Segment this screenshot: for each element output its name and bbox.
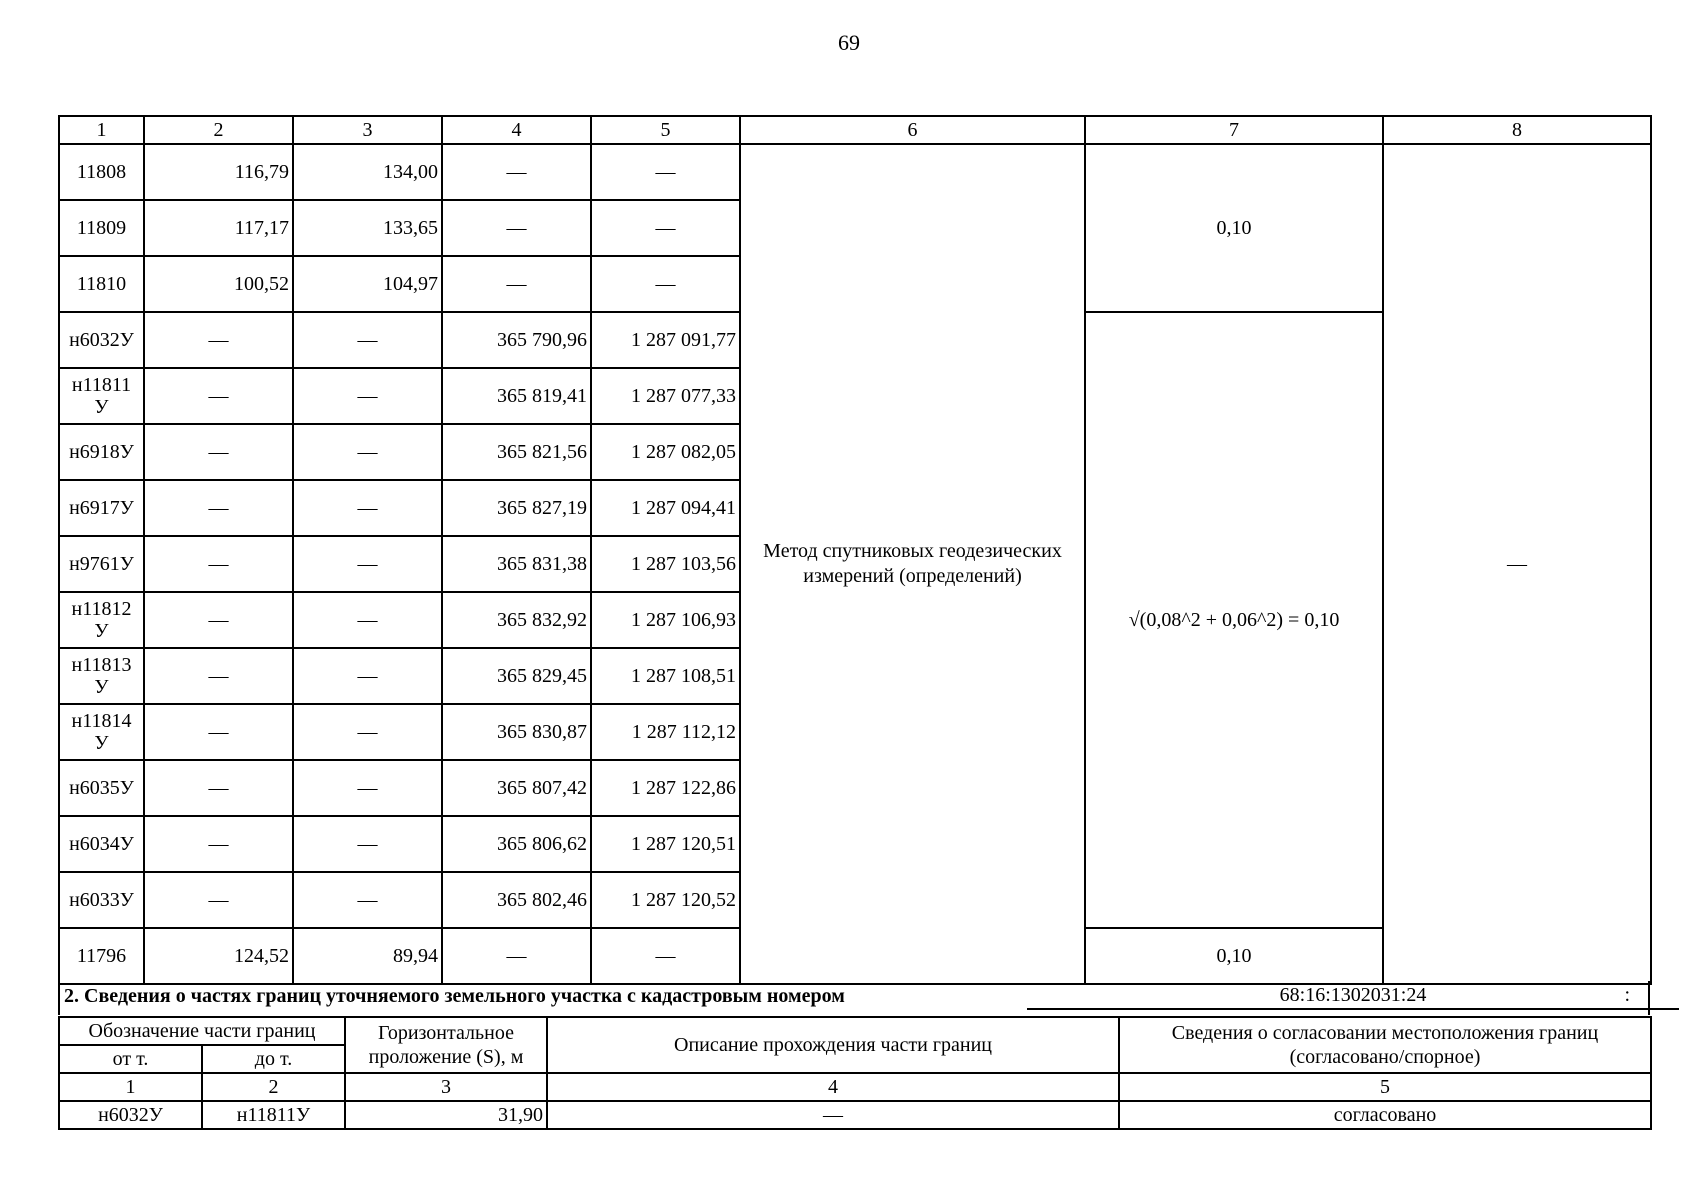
cell-new-x: — [442,256,591,312]
cell-new-y: 1 287 122,86 [591,760,740,816]
column-index: 4 [547,1073,1119,1101]
cell-new-y: 1 287 112,12 [591,704,740,760]
cell-new-x: 365 821,56 [442,424,591,480]
cell-old-y: — [293,424,442,480]
cell-old-x: 100,52 [144,256,293,312]
cell-new-x: — [442,144,591,200]
point-name-line: У [94,676,109,698]
cell-new-y: — [591,256,740,312]
accuracy-bottom: 0,10 [1085,928,1383,984]
column-index: 2 [202,1073,345,1101]
point-name: 11809 [59,200,144,256]
point-name-line: н11813 [71,654,132,676]
column-index: 5 [591,116,740,144]
cell-old-x: — [144,368,293,424]
cell-new-x: 365 819,41 [442,368,591,424]
cell-old-y: 133,65 [293,200,442,256]
point-name: н9761У [59,536,144,592]
header-agreement-line: (согласовано/спорное) [1289,1046,1481,1068]
cell-new-y: 1 287 103,56 [591,536,740,592]
header-agreement-line: Сведения о согласовании местоположения границ [1171,1022,1599,1044]
cell-new-x: 365 832,92 [442,592,591,648]
cell-old-x: 117,17 [144,200,293,256]
point-name-line: У [94,732,109,754]
cell-new-y: — [591,928,740,984]
point-name-line: н11814 [71,710,132,732]
cell-new-y: 1 287 091,77 [591,312,740,368]
cell-new-x: — [442,928,591,984]
to-point: н11811У [202,1101,345,1129]
cadastral-number: 68:16:1302031:24 [1027,984,1679,1010]
method-cell [740,144,1085,984]
cell-new-y: 1 287 094,41 [591,480,740,536]
cell-new-x: 365 807,42 [442,760,591,816]
header-description: Описание прохождения части границ [547,1017,1119,1073]
point-name: 11808 [59,144,144,200]
column-index: 5 [1119,1073,1651,1101]
header-from: от т. [59,1045,202,1073]
method-line: измерений (определений) [803,565,1022,587]
column-index: 8 [1383,116,1651,144]
header-to: до т. [202,1045,345,1073]
header-row [59,1017,1651,1045]
page-number: 69 [838,30,860,55]
cell-new-y: 1 287 120,51 [591,816,740,872]
cell-new-y: 1 287 077,33 [591,368,740,424]
cell-old-x: — [144,592,293,648]
accuracy-top: 0,10 [1085,144,1383,312]
column-index: 2 [144,116,293,144]
point-name: н6917У [59,480,144,536]
cell-new-y: 1 287 082,05 [591,424,740,480]
cell-old-x: 124,52 [144,928,293,984]
cell-new-y: 1 287 108,51 [591,648,740,704]
description: — [547,1101,1119,1129]
point-name: н6033У [59,872,144,928]
cell-old-y: — [293,592,442,648]
cell-old-x: — [144,648,293,704]
point-name-line: У [94,620,109,642]
cell-old-y: — [293,312,442,368]
cell-new-x: 365 829,45 [442,648,591,704]
cell-old-y: — [293,816,442,872]
cell-new-x: 365 806,62 [442,816,591,872]
point-name [59,704,144,760]
cell-old-x: — [144,536,293,592]
point-name [59,648,144,704]
distance: 31,90 [345,1101,547,1129]
point-name-line: н11812 [71,598,132,620]
cell-new-x: 365 830,87 [442,704,591,760]
cell-new-y: 1 287 106,93 [591,592,740,648]
col8-value: — [1383,144,1651,984]
cell-old-y: 104,97 [293,256,442,312]
point-name-line: н11811 [71,374,132,396]
cell-new-y: — [591,144,740,200]
table-row [59,1101,1651,1129]
cell-new-x: — [442,200,591,256]
cell-old-x: — [144,760,293,816]
point-name: н6035У [59,760,144,816]
cell-old-y: — [293,368,442,424]
cell-new-x: 365 802,46 [442,872,591,928]
section2-colon: : [1624,984,1630,1006]
column-index: 1 [59,116,144,144]
column-index-row [59,1073,1651,1101]
cell-old-x: — [144,312,293,368]
cell-old-y: 89,94 [293,928,442,984]
cell-new-y: 1 287 120,52 [591,872,740,928]
point-name [59,592,144,648]
column-index: 4 [442,116,591,144]
table-row [59,144,1651,200]
cell-old-x: — [144,480,293,536]
point-name: н6034У [59,816,144,872]
accuracy-formula: √(0,08^2 + 0,06^2) = 0,10 [1085,312,1383,928]
cell-new-x: 365 790,96 [442,312,591,368]
header-horizontal-line: Горизонтальное [378,1022,514,1044]
column-index: 3 [293,116,442,144]
point-name: н6032У [59,312,144,368]
column-index: 7 [1085,116,1383,144]
header-horizontal-line: проложение (S), м [368,1046,524,1068]
agreement-status: согласовано [1119,1101,1651,1129]
column-index: 1 [59,1073,202,1101]
point-name: 11810 [59,256,144,312]
from-point: н6032У [59,1101,202,1129]
cell-old-x: — [144,872,293,928]
column-index: 3 [345,1073,547,1101]
column-index-row [59,116,1651,144]
cell-old-y: — [293,704,442,760]
cell-old-y: — [293,760,442,816]
cell-new-y: — [591,200,740,256]
cell-old-y: — [293,872,442,928]
coordinates-table [58,115,1652,985]
cell-old-x: 116,79 [144,144,293,200]
point-name-line: У [94,396,109,418]
header-agreement [1119,1017,1651,1073]
point-name [59,368,144,424]
cell-old-y: — [293,648,442,704]
cell-new-x: 365 827,19 [442,480,591,536]
cell-old-y: 134,00 [293,144,442,200]
header-horizontal [345,1017,547,1073]
cell-old-x: — [144,704,293,760]
method-line: Метод спутниковых геодезических [763,540,1062,562]
boundary-parts-table [58,1016,1652,1130]
cell-old-y: — [293,480,442,536]
header-designation: Обозначение части границ [59,1017,345,1045]
cell-old-x: — [144,816,293,872]
cell-old-x: — [144,424,293,480]
cell-old-y: — [293,536,442,592]
point-name: н6918У [59,424,144,480]
section2-heading [58,981,1650,1015]
cell-new-x: 365 831,38 [442,536,591,592]
column-index: 6 [740,116,1085,144]
section2-title: 2. Сведения о частях границ уточняемого земельного участка с кадастровым номером [64,985,845,1007]
point-name: 11796 [59,928,144,984]
